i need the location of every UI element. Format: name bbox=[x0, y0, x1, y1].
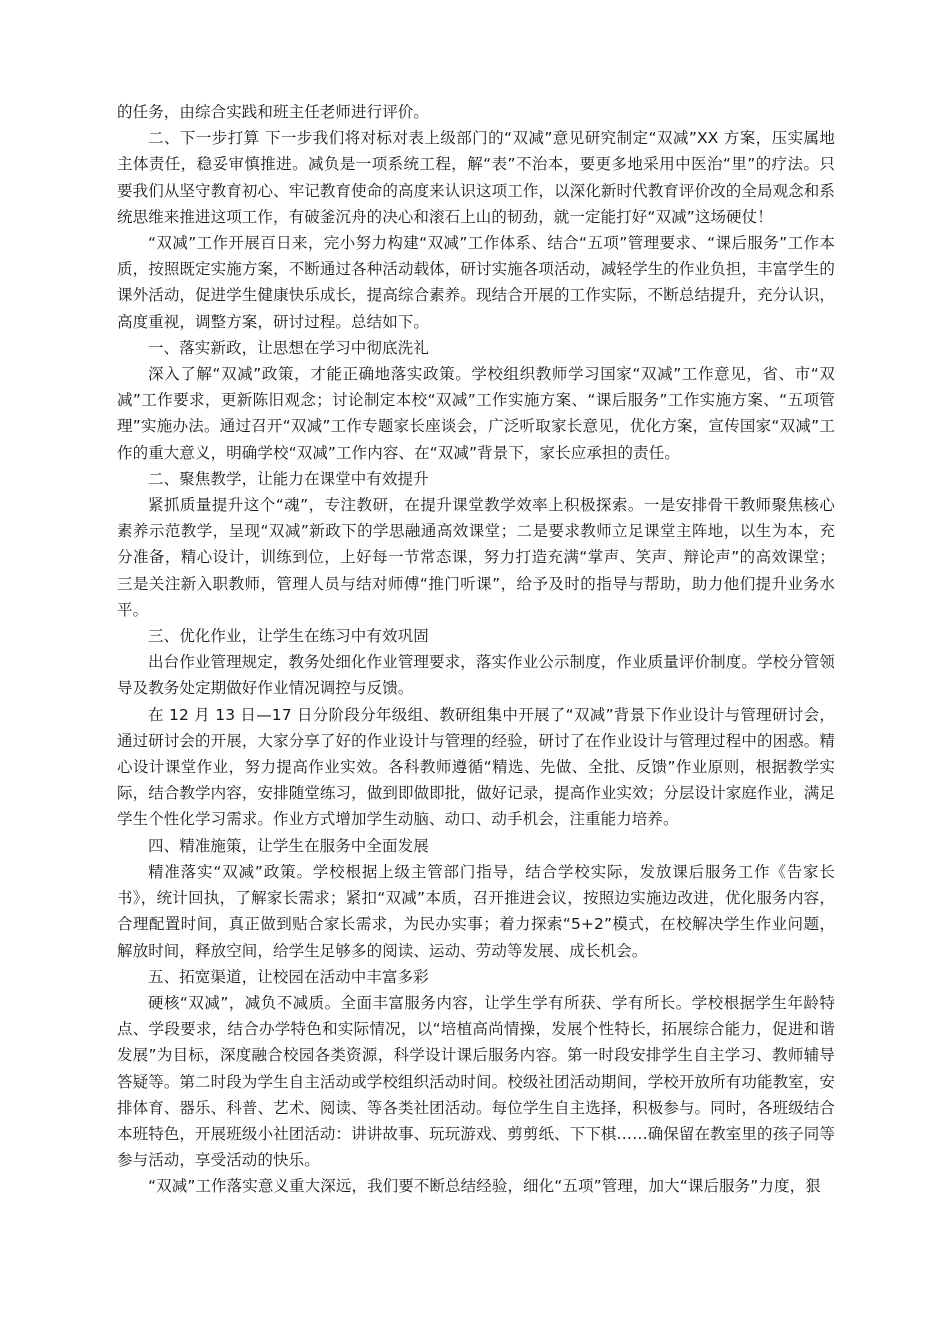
paragraph: 深入了解“双减”政策，才能正确地落实政策。学校组织教师学习国家“双减”工作意见，省、市“双减”工作要求，更新陈旧观念；讨论制定本校“双减”工作实施方案、“课后服务”工作实施方案、“五项管理”实施办法。通过召开“双减”工作专题家长座谈会，广泛听取家长意见，优化方案，宣传国家“双减”工作的重大意义，明确学校“双减”工作内容、在“双减”背景下，家长应承担的责任。 bbox=[117, 365, 835, 462]
paragraph: 二、聚焦教学，让能力在课堂中有效提升 bbox=[148, 469, 429, 488]
paragraph: 四、精准施策，让学生在服务中全面发展 bbox=[148, 836, 429, 855]
paragraph: 在 12 月 13 日—17 日分阶段分年级组、教研组集中开展了“双减”背景下作业设计与管理研讨会，通过研讨会的开展，大家分享了好的作业设计与管理的经验，研讨了在作业设计与管理过程中的困惑。精心设计课堂作业，努力提高作业实效。各科教师遵循“精选、先做、全批、反馈”作业原则，根据教学实际，结合教学内容，安排随堂练习，做到即做即批，做好记录，提高作业实效；分层设计家庭作业，满足学生个性化学习需求。作业方式增加学生动脑、动口、动手机会，注重能力培养。 bbox=[117, 705, 835, 829]
paragraph: “双减”工作开展百日来，完小努力构建“双减”工作体系、结合“五项”管理要求、“课后服务”工作本质，按照既定实施方案，不断通过各种活动载体，研讨实施各项活动，减轻学生的作业负担，丰富学生的课外活动，促进学生健康快乐成长，提高综合素养。现结合开展的工作实际，不断总结提升，充分认识，高度重视，调整方案，研讨过程。总结如下。 bbox=[117, 234, 835, 331]
document-body bbox=[117, 99, 835, 1200]
paragraph: 五、拓宽渠道，让校园在活动中丰富多彩 bbox=[148, 967, 429, 986]
paragraph: 出台作业管理规定，教务处细化作业管理要求，落实作业公示制度，作业质量评价制度。学校分管领导及教务处定期做好作业情况调控与反馈。 bbox=[117, 653, 835, 698]
paragraph: 硬核“双减”，减负不减质。全面丰富服务内容，让学生学有所获、学有所长。学校根据学生年龄特点、学段要求，结合办学特色和实际情况，以“培植高尚情操，发展个性特长，拓展综合能力，促进和谐发展”为目标，深度融合校园各类资源，科学设计课后服务内容。第一时段安排学生自主学习、教师辅导答疑等。第二时段为学生自主活动或学校组织活动时间。校级社团活动期间，学校开放所有功能教室，安排体育、器乐、科普、艺术、阅读、等各类社团活动。每位学生自主选择，积极参与。同时，各班级结合本班特色，开展班级小社团活动：讲讲故事、玩玩游戏、剪剪纸、下下棋……确保留在教室里的孩子同等参与活动，享受活动的快乐。 bbox=[117, 993, 835, 1170]
paragraph: 二、下一步打算 下一步我们将对标对表上级部门的“双减”意见研究制定“双减”XX 方案，压实属地主体责任，稳妥审慎推进。减负是一项系统工程，解“表”不治本，要更多地采用中医治“里”的疗法。只要我们从坚守教育初心、牢记教育使命的高度来认识这项工作，以深化新时代教育评价改的全局观念和系统思维来推进这项工作，有破釜沉舟的决心和滚石上山的韧劲，就一定能打好“双减”这场硬仗！ bbox=[117, 129, 835, 226]
paragraph: 的任务，由综合实践和班主任老师进行评价。 bbox=[117, 103, 430, 121]
paragraph: 一、落实新政，让思想在学习中彻底洗礼 bbox=[148, 338, 429, 357]
paragraph: 精准落实“双减”政策。学校根据上级主管部门指导，结合学校实际，发放课后服务工作《告家长书》，统计回执，了解家长需求；紧扣“双减”本质，召开推进会议，按照边实施边改进，优化服务内容，合理配置时间，真正做到贴合家长需求，为民办实事；着力探索“5+2”模式，在校解决学生作业问题，解放时间，释放空间，给学生足够多的阅读、运动、劳动等发展、成长机会。 bbox=[117, 862, 835, 960]
paragraph: 三、优化作业，让学生在练习中有效巩固 bbox=[148, 627, 429, 646]
paragraph: 紧抓质量提升这个“魂”，专注教研，在提升课堂教学效率上积极探索。一是安排骨干教师聚焦核心素养示范教学，呈现“双减”新政下的学思融通高效课堂；二是要求教师立足课堂主阵地，以生为本，充分准备，精心设计，训练到位，上好每一节常态课，努力打造充满“掌声、笑声、辩论声”的高效课堂；三是关注新入职教师，管理人员与结对师傅“推门听课”，给予及时的指导与帮助，助力他们提升业务水平。 bbox=[117, 496, 835, 619]
paragraph: “双减”工作落实意义重大深远，我们要不断总结经验，细化“五项”管理，加大“课后服务”力度，狠 bbox=[148, 1177, 821, 1196]
